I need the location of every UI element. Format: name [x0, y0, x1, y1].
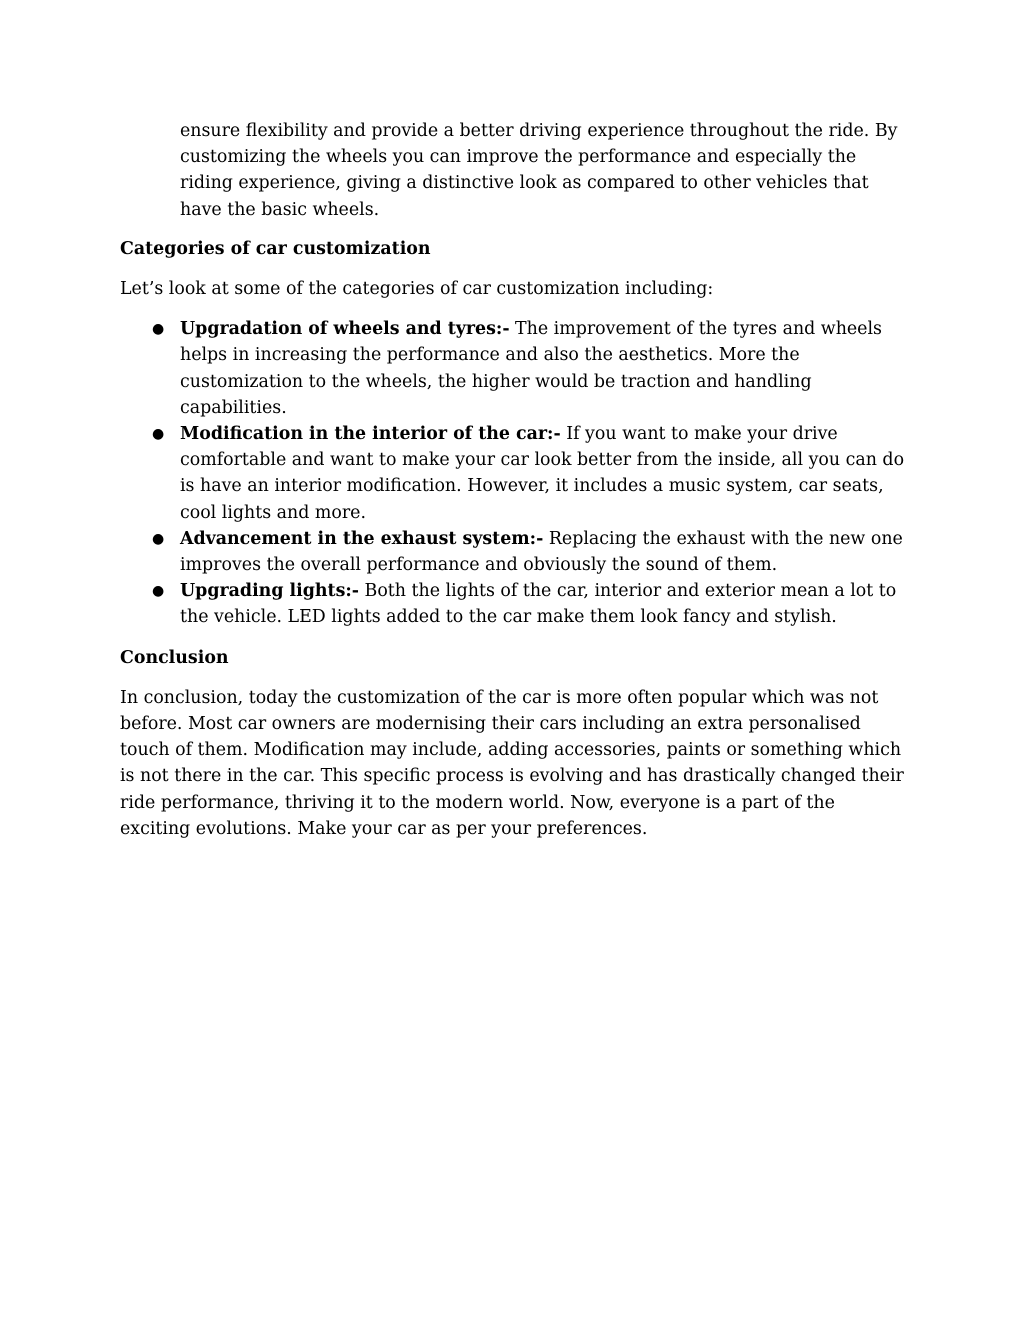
list-item-term: Modification in the interior of the car:-: [180, 424, 561, 445]
bullet-icon: ●: [152, 321, 165, 338]
list-item: [120, 421, 910, 526]
list-item-text: The improvement of the tyres and wheels helps in increasing the performance and also the aesthetics. More the customization to the wheels, the higher would be traction and handling capabilities.: [180, 319, 882, 418]
conclusion-paragraph: In conclusion, today the customization of the car is more often popular which was not before. Most car owners are modernising their cars including an extra personalised touch of them. Modification may include, adding accessories, paints or something which is not there in the car. This specific process is evolving and has drastically changed their ride performance, thriving it to the modern world. Now, everyone is a part of the exciting evolutions. Make your car as per your preferences.: [120, 687, 904, 839]
list-item: [120, 316, 910, 421]
list-item-term: Upgrading lights:-: [180, 581, 360, 602]
categories-heading: Categories of car customization: [120, 238, 431, 259]
continued-paragraph: ensure flexibility and provide a better driving experience throughout the ride. By customizing the wheels you can improve the performance and especially the riding experience, giving a distinctive look as compared to other vehicles that have the basic wheels.: [180, 121, 898, 220]
bullet-icon: ●: [152, 583, 165, 600]
categories-list: [120, 316, 910, 630]
bullet-icon: ●: [152, 426, 165, 443]
bullet-icon: ●: [152, 530, 165, 547]
list-item-text: Both the lights of the car, interior and exterior mean a lot to the vehicle. LED lights added to the car make them look fancy and stylish.: [180, 581, 897, 628]
list-item: [120, 526, 910, 578]
list-item: [120, 578, 910, 630]
list-item-term: Upgradation of wheels and tyres:-: [180, 319, 510, 340]
list-item-term: Advancement in the exhaust system:-: [180, 528, 544, 549]
list-item-text: Replacing the exhaust with the new one improves the overall performance and obviously the sound of them.: [180, 528, 903, 576]
categories-intro: Let’s look at some of the categories of car customization including:: [120, 279, 714, 300]
conclusion-heading: Conclusion: [120, 647, 229, 668]
document-body: [120, 118, 910, 856]
list-item-text: If you want to make your drive comfortable and want to make your car look better from the inside, all you can do is have an interior modification. However, it includes a music system, car seats, cool lights and more.: [180, 424, 905, 523]
